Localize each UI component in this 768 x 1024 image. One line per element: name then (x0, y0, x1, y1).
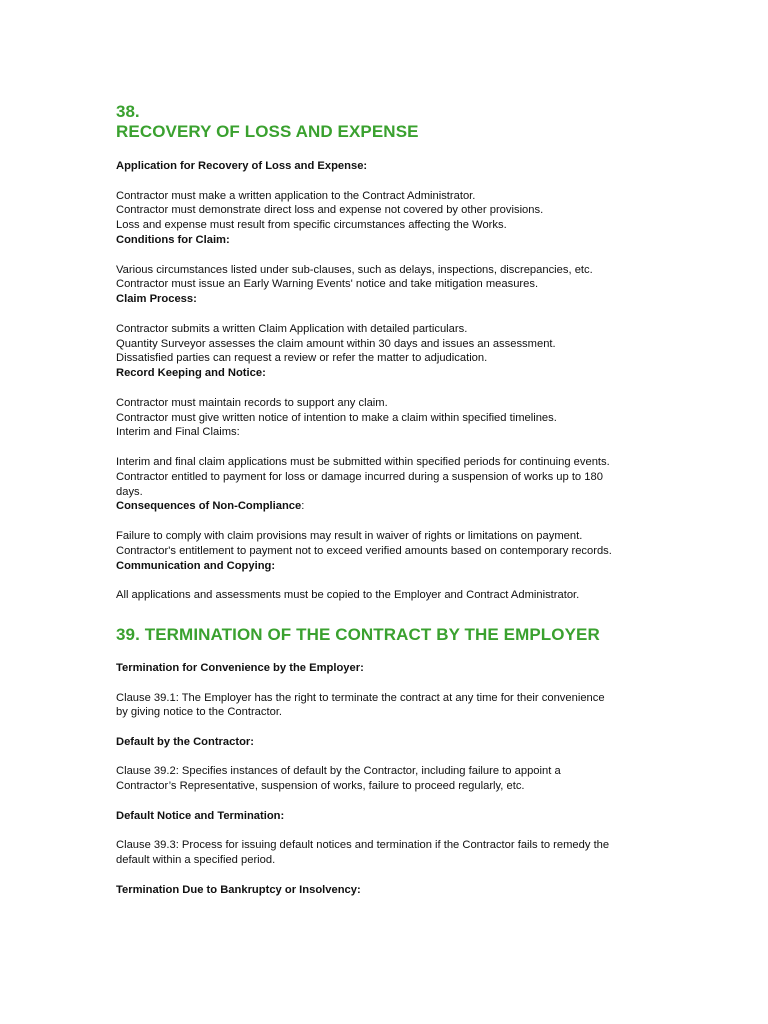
sec38-line: Contractor must demonstrate direct loss and expense not covered by other provisions. (116, 204, 544, 217)
sec38-line: Contractor must make a written application to the Contract Administrator. (116, 189, 476, 202)
sec39-line: Clause 39.3: Process for issuing default notices and termination if the Contractor fails to remedy the (116, 839, 610, 852)
sec38-line: Contractor entitled to payment for loss or damage incurred during a suspension of works up to 180 (116, 470, 603, 483)
sec38-heading-consequences: Consequences of Non-Compliance (116, 500, 302, 513)
sec38-heading-communication: Communication and Copying: (116, 559, 276, 572)
sec39-heading-default-notice: Default Notice and Termination: (116, 809, 285, 822)
sec38-line: Contractor submits a written Claim Application with detailed particulars. (116, 322, 468, 335)
sec39-line: Clause 39.1: The Employer has the right to terminate the contract at any time for their convenience (116, 691, 605, 704)
sec38-line: Loss and expense must result from specific circumstances affecting the Works. (116, 219, 507, 232)
sec38-heading-conditions: Conditions for Claim: (116, 233, 230, 246)
sec38-line: Contractor must maintain records to support any claim. (116, 396, 388, 409)
sec39-line: Clause 39.2: Specifies instances of default by the Contractor, including failure to appoint a (116, 765, 561, 778)
sec38-line: Interim and Final Claims: (116, 426, 240, 439)
sec38-heading-application: Application for Recovery of Loss and Expense: (116, 160, 368, 172)
sec38-line: Quantity Surveyor assesses the claim amount within 30 days and issues an assessment. (116, 337, 556, 350)
sec39-heading-convenience: Termination for Convenience by the Employer: (116, 661, 364, 674)
sec39-line: default within a specified period. (116, 854, 276, 867)
sec39-heading-default: Default by the Contractor: (116, 735, 254, 748)
sec38-line: Failure to comply with claim provisions may result in waiver of rights or limitations on payment. (116, 529, 583, 542)
sec38-line: days. (116, 485, 143, 498)
sec39-line: Contractor’s Representative, suspension of works, failure to proceed regularly, etc. (116, 780, 525, 793)
sec38-line: Interim and final claim applications must be submitted within specified periods for continuing events. (116, 455, 610, 468)
sec38-heading-record-keeping: Record Keeping and Notice: (116, 367, 266, 380)
sec38-line: Dissatisfied parties can request a review or refer the matter to adjudication. (116, 352, 488, 365)
sec38-line: All applications and assessments must be copied to the Employer and Contract Administrator. (116, 589, 580, 602)
sec38-heading-consequences-row (116, 499, 656, 514)
sec38-line: Various circumstances listed under sub-clauses, such as delays, inspections, discrepancies, etc. (116, 263, 593, 276)
sec38-heading-claim-process: Claim Process: (116, 293, 197, 306)
sec38-line: Contractor must give written notice of intention to make a claim within specified timelines. (116, 411, 557, 424)
sec38-line: Contractor must issue an Early Warning Events' notice and take mitigation measures. (116, 278, 539, 291)
document-page (116, 102, 656, 898)
sec39-line: by giving notice to the Contractor. (116, 706, 283, 719)
section-38-title: RECOVERY OF LOSS AND EXPENSE (116, 122, 419, 141)
section-39-title: 39. TERMINATION OF THE CONTRACT BY THE EMPLOYER (116, 624, 600, 644)
sec39-heading-bankruptcy: Termination Due to Bankruptcy or Insolvency: (116, 883, 361, 896)
sec38-heading-consequences-colon: : (301, 500, 305, 513)
sec38-line: Contractor's entitlement to payment not to exceed verified amounts based on contemporary records. (116, 544, 612, 557)
section-38-number: 38. (116, 102, 140, 121)
